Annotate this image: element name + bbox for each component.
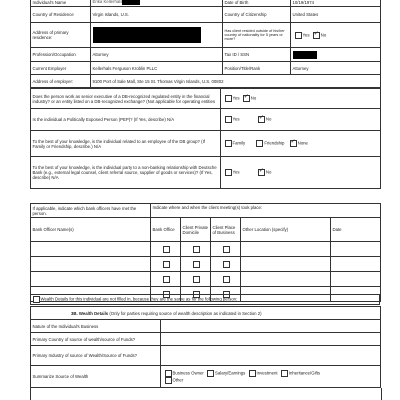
non-banking-yes-checkbox[interactable] bbox=[225, 169, 232, 176]
none-checkbox[interactable] bbox=[290, 140, 297, 147]
investment-checkbox[interactable] bbox=[249, 370, 256, 377]
table-row bbox=[31, 257, 381, 272]
label-nature-business: Nature of the Individual's Business bbox=[31, 320, 161, 333]
question-senior-executive: Does the person work as senior executive of a DB-recognized regulated entity in the financial industry? or an entity listed on a DB-recognized exchange? (Not applicable for operating entities bbox=[31, 89, 221, 109]
identity-table bbox=[30, 0, 381, 88]
label-current-employer: Current Employer bbox=[31, 62, 91, 75]
table-row bbox=[31, 272, 381, 287]
officer-name-cell[interactable] bbox=[31, 257, 151, 272]
other-location-cell[interactable] bbox=[241, 257, 331, 272]
question-related-employee: To the best of your knowledge, is the individual related to an employee of the DB group? (If Family or Friendship, describe.) N/A bbox=[31, 131, 221, 157]
officers-right-header: Indicate where and when the client meeting(s) took place: bbox=[151, 204, 381, 218]
answer-pep: Yes ✓ No bbox=[221, 109, 381, 131]
value-tax-id bbox=[291, 48, 381, 62]
value-summarize-wealth: Business Owner Salary/Earnings Investment Inheritance/Gifts Other bbox=[161, 366, 381, 388]
date-cell[interactable] bbox=[331, 272, 381, 287]
question-pep: Is the individual a Politically Exposed Person (PEP)? (If Yes, describe) N/A bbox=[31, 109, 221, 131]
form-page bbox=[30, 0, 380, 400]
label-position: Position/Title/Rank bbox=[223, 62, 291, 75]
value-employer-address: 9100 Port of Sale Mall, Ste 15 St. Thomas Virgin Islands, U.S. 00802 bbox=[91, 75, 381, 88]
officers-table bbox=[30, 203, 381, 302]
label-tax-id: Tax ID / SSN bbox=[223, 48, 291, 62]
table-row bbox=[31, 242, 381, 257]
friendship-checkbox[interactable] bbox=[256, 140, 263, 147]
label-primary-country-wealth: Primary Country of source of wealth/source of Funds? bbox=[31, 333, 161, 346]
inheritance-gifts-checkbox[interactable] bbox=[281, 370, 288, 377]
value-dob: 10/19/1974 bbox=[291, 0, 381, 7]
officer-name-cell[interactable] bbox=[31, 242, 151, 257]
answer-non-banking: Yes ✓ No bbox=[221, 157, 381, 189]
pep-no-checkbox[interactable] bbox=[258, 116, 265, 123]
family-checkbox[interactable] bbox=[225, 140, 232, 147]
resided-yes-checkbox[interactable] bbox=[295, 32, 302, 39]
date-cell[interactable] bbox=[331, 242, 381, 257]
label-dob: Date of Birth bbox=[223, 0, 291, 7]
other-location-cell[interactable] bbox=[241, 242, 331, 257]
salary-earnings-checkbox[interactable] bbox=[207, 370, 214, 377]
other-checkbox[interactable] bbox=[165, 377, 172, 384]
label-primary-industry-wealth: Primary Industry of source of Wealth/Source of Funds? bbox=[31, 346, 161, 366]
answer-senior-executive: Yes ✓ No bbox=[221, 89, 381, 109]
senior-exec-yes-checkbox[interactable] bbox=[225, 95, 232, 102]
value-country-citizenship: United States bbox=[291, 7, 381, 23]
label-summarize-wealth: Summarize Source of Wealth bbox=[31, 366, 161, 388]
value-country-residence: Virgin Islands, U.S. bbox=[91, 7, 223, 23]
questions-table bbox=[30, 88, 381, 189]
private-domicile-checkbox[interactable] bbox=[193, 261, 200, 268]
pep-yes-checkbox[interactable] bbox=[225, 116, 232, 123]
bank-office-checkbox[interactable] bbox=[163, 276, 170, 283]
wealth-header: 3B. Wealth Details (Only for parties requiring source of wealth description as indicated in Section 2) bbox=[31, 307, 381, 320]
answer-related-employee: Family Friendship ✓ None bbox=[221, 131, 381, 157]
bottom-border bbox=[30, 388, 382, 400]
label-profession: Profession/Occupation bbox=[31, 48, 91, 62]
value-primary-country-wealth[interactable] bbox=[161, 333, 381, 346]
question-non-banking: To the best of your knowledge, is the individual party to a non-banking relationship with Deutsche Bank (e.g., external legal counsel, client referral source, supplier of goods or services)? (If Yes, describe) N/A bbox=[31, 157, 221, 189]
date-cell[interactable] bbox=[331, 257, 381, 272]
label-individual-name: Individual's Name bbox=[31, 0, 91, 7]
wealth-same-checkbox[interactable] bbox=[33, 296, 40, 303]
private-domicile-checkbox[interactable] bbox=[193, 276, 200, 283]
senior-exec-no-checkbox[interactable] bbox=[243, 95, 250, 102]
value-profession: Attorney bbox=[91, 48, 223, 62]
value-resided-outside: Yes ✓ No bbox=[291, 23, 381, 48]
officers-left-header: If applicable, indicate which bank officers have met the person. bbox=[31, 204, 151, 218]
redaction bbox=[293, 51, 317, 59]
officer-name-cell[interactable] bbox=[31, 272, 151, 287]
label-country-residence: Country of Residence bbox=[31, 7, 91, 23]
label-primary-address: Address of primary residence: bbox=[31, 23, 91, 48]
value-position: Attorney bbox=[291, 62, 381, 75]
wealth-table bbox=[30, 306, 381, 388]
bank-office-checkbox[interactable] bbox=[163, 261, 170, 268]
col-client-place-business: Client Place of Business bbox=[211, 218, 241, 242]
col-bank-office: Bank Office bbox=[151, 218, 181, 242]
value-current-employer: Kellerhals Ferguson Kroblin PLLC bbox=[91, 62, 223, 75]
value-primary-address bbox=[91, 23, 223, 48]
col-other-location: Other Location (specify) bbox=[241, 218, 331, 242]
private-domicile-checkbox[interactable] bbox=[193, 246, 200, 253]
business-owner-checkbox[interactable] bbox=[165, 370, 172, 377]
label-employer-address: Address of employer: bbox=[31, 75, 91, 88]
value-individual-name: Erika Kellerhals bbox=[91, 0, 223, 7]
col-client-private-domicile: Client Private Domicile bbox=[181, 218, 211, 242]
non-banking-no-checkbox[interactable] bbox=[258, 169, 265, 176]
place-business-checkbox[interactable] bbox=[223, 276, 230, 283]
col-bank-officer-names: Bank Officer Name(s) bbox=[31, 218, 151, 242]
col-date: Date bbox=[331, 218, 381, 242]
redaction bbox=[122, 0, 140, 5]
wealth-note: Wealth Details for this individual are not filled in, because they are the same as for the following person: bbox=[31, 295, 380, 305]
redaction bbox=[93, 27, 201, 43]
label-resided-outside: Has client resided outside of his/her country of nationality for 5 years or more? bbox=[223, 23, 291, 48]
value-primary-industry-wealth[interactable] bbox=[161, 346, 381, 366]
place-business-checkbox[interactable] bbox=[223, 261, 230, 268]
bank-office-checkbox[interactable] bbox=[163, 246, 170, 253]
other-location-cell[interactable] bbox=[241, 272, 331, 287]
value-nature-business[interactable] bbox=[161, 320, 381, 333]
wealth-note-table bbox=[30, 294, 380, 305]
label-country-citizenship: Country of Citizenship bbox=[223, 7, 291, 23]
resided-no-checkbox[interactable] bbox=[313, 32, 320, 39]
place-business-checkbox[interactable] bbox=[223, 246, 230, 253]
